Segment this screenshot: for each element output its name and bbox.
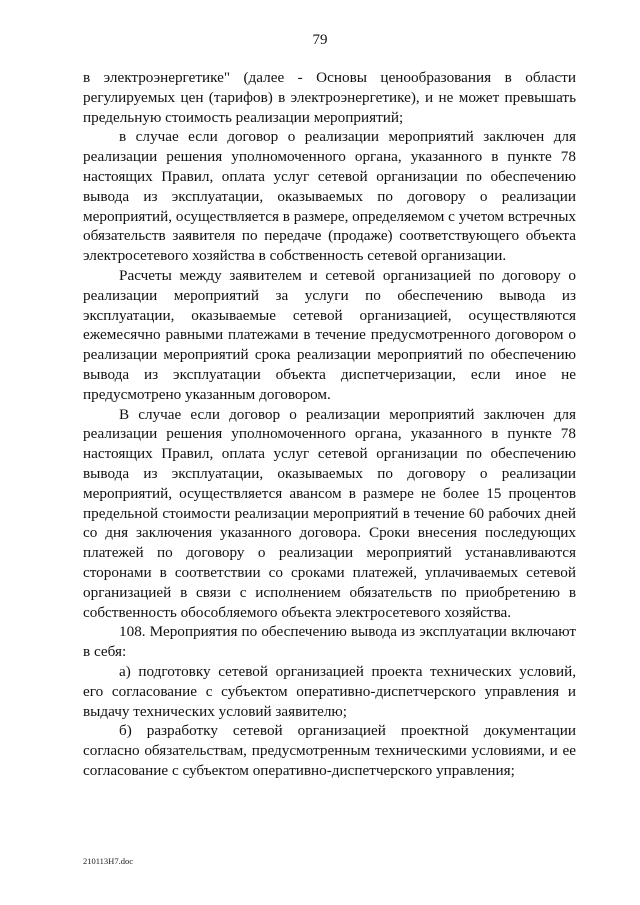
document-body: [83, 68, 576, 781]
list-item-b: б) разработку сетевой организацией проектной документации согласно обязательствам, предусмотренным техническими условиями, и ее согласование с субъектом оперативно-диспетчерского управления;: [83, 722, 576, 779]
paragraph-settlements: Расчеты между заявителем и сетевой организацией по договору о реализации мероприятий за услуги по обеспечению вывода из эксплуатации, оказываемые сетевой организацией, осуществляются ежемесячно равными платежами в течение предусмотренного договором о реализации мероприятий срока реализации мероприятий по обеспечению вывода из эксплуатации объекта диспетчеризации, если иное не предусмотрено указанным договором.: [83, 266, 576, 403]
paragraph-continuation: в электроэнергетике" (далее - Основы ценообразования в области регулируемых цен (тарифов) в электроэнергетике), и не может превышать предельную стоимость реализации мероприятий;: [83, 69, 576, 126]
footer-filename: 210113Н7.doc: [83, 856, 133, 866]
page-number: 79: [312, 32, 328, 48]
paragraph-payment-terms: в случае если договор о реализации мероприятий заключен для реализации решения уполномоченного органа, указанного в пункте 78 настоящих Правил, оплата услуг сетевой организации по обеспечению вывода из эксплуатации, оказываемых по договору о реализации мероприятий, осуществляется в размере, определяемом с учетом встречных обязательств заявителя по передаче (продаже) соответствующего объекта электросетевого хозяйства в собственность сетевой организации.: [83, 128, 576, 265]
list-item-a: а) подготовку сетевой организацией проекта технических условий, его согласование с субъектом оперативно-диспетчерского управления и выдачу технических условий заявителю;: [83, 662, 576, 720]
paragraph-108-intro: 108. Мероприятия по обеспечению вывода из эксплуатации включают в себя:: [83, 623, 576, 661]
paragraph-advance-payment: В случае если договор о реализации мероприятий заключен для реализации решения уполномоченного органа, указанного в пункте 78 настоящих Правил, оплата услуг сетевой организации по обеспечению вывода из эксплуатации, оказываемых по договору о реализации мероприятий, осуществляется авансом в размере не более 15 процентов предельной стоимости реализации мероприятий в течение 60 рабочих дней со дня заключения указанного договора. Сроки внесения последующих платежей по договору о реализации мероприятий устанавливаются сторонами в соответствии со сроками платежей, уплачиваемых сетевой организацией в связи с исполнением обязательств по приобретению в собственность обособляемого объекта электросетевого хозяйства.: [83, 405, 576, 621]
